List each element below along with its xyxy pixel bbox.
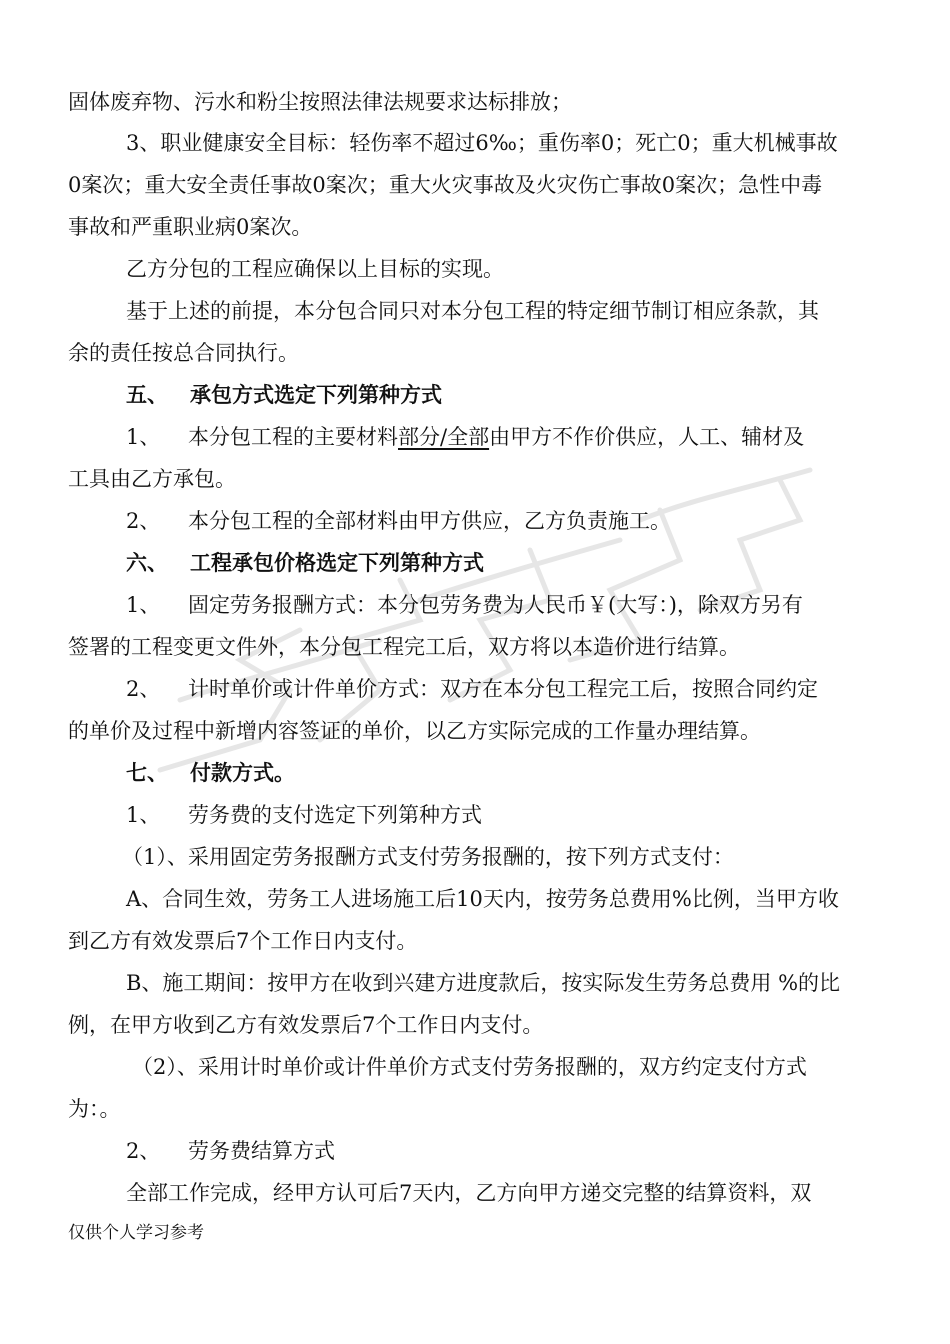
clause-underlined-text: 部分/全部 [398, 425, 490, 449]
clause-number: 1、 [126, 803, 161, 827]
clause-number: 1、 [126, 425, 161, 449]
clause-number: 1、 [126, 593, 161, 617]
clause-7-1 [126, 802, 482, 828]
text-line-19: （1）、采用固定劳务报酬方式支付劳务报酬的，按下列方式支付： [122, 845, 734, 869]
text-line-7: 余的责任按总合同执行。 [68, 341, 299, 365]
clause-number: 2、 [126, 677, 161, 701]
section-heading-6 [126, 550, 484, 576]
section-heading-7 [126, 760, 295, 786]
clause-7-2 [126, 1138, 335, 1164]
text-line-25: 为：。 [68, 1097, 121, 1121]
clause-text: 计时单价或计件单价方式：双方在本分包工程完工后，按照合同约定 [188, 677, 818, 701]
section-number: 七、 [126, 760, 168, 785]
clause-number: 2、 [126, 1139, 161, 1163]
section-heading-5 [126, 382, 442, 408]
page-footer: 仅供个人学习参考 [68, 1223, 204, 1243]
text-line-5: 乙方分包的工程应确保以上目标的实现。 [126, 257, 504, 281]
text-line-24: （2）、采用计时单价或计件单价方式支付劳务报酬的，双方约定支付方式 [132, 1055, 807, 1079]
text-line-3: 0案次；重大安全责任事故0案次；重大火灾事故及火灾伤亡事故0案次；急性中毒 [68, 173, 823, 197]
text-line-6: 基于上述的前提，本分包合同只对本分包工程的特定细节制订相应条款，其 [126, 299, 819, 323]
text-line-2: 3、职业健康安全目标：轻伤率不超过6‰；重伤率0；死亡0；重大机械事故 [126, 131, 838, 155]
clause-text: 本分包工程的全部材料由甲方供应，乙方负责施工。 [188, 509, 671, 533]
text-line-20: A、合同生效，劳务工人进场施工后10天内，按劳务总费用%比例，当甲方收 [126, 887, 839, 911]
clause-text: 劳务费的支付选定下列第种方式 [188, 803, 482, 827]
clause-text: 劳务费结算方式 [188, 1139, 335, 1163]
clause-text-post: 由甲方不作价供应，人工、辅材及 [489, 425, 805, 449]
clause-5-1 [126, 424, 804, 450]
clause-text-pre: 本分包工程的主要材料 [188, 425, 398, 449]
text-line-1: 固体废弃物、污水和粉尘按照法律法规要求达标排放； [68, 90, 572, 114]
section-title: 承包方式选定下列第种方式 [190, 382, 442, 407]
clause-5-2 [126, 508, 671, 534]
clause-number: 2、 [126, 509, 161, 533]
clause-text: 固定劳务报酬方式：本分包劳务费为人民币￥(大写：)，除双方另有 [188, 593, 803, 617]
section-title: 工程承包价格选定下列第种方式 [190, 550, 484, 575]
text-line-27: 全部工作完成，经甲方认可后7天内，乙方向甲方递交完整的结算资料，双 [126, 1181, 812, 1205]
section-title: 付款方式。 [190, 760, 295, 785]
text-line-22: B、施工期间：按甲方在收到兴建方进度款后，按实际发生劳务总费用 %的比 [126, 971, 841, 995]
text-line-16: 的单价及过程中新增内容签证的单价，以乙方实际完成的工作量办理结算。 [68, 719, 761, 743]
section-number: 五、 [126, 382, 168, 407]
section-number: 六、 [126, 550, 168, 575]
text-line-10: 工具由乙方承包。 [68, 467, 236, 491]
text-line-14: 签署的工程变更文件外，本分包工程完工后，双方将以本造价进行结算。 [68, 635, 740, 659]
clause-6-1 [126, 592, 803, 618]
text-line-21: 到乙方有效发票后7个工作日内支付。 [68, 929, 418, 953]
text-line-4: 事故和严重职业病0案次。 [68, 215, 313, 239]
text-line-23: 例，在甲方收到乙方有效发票后7个工作日内支付。 [68, 1013, 544, 1037]
clause-6-2 [126, 676, 818, 702]
